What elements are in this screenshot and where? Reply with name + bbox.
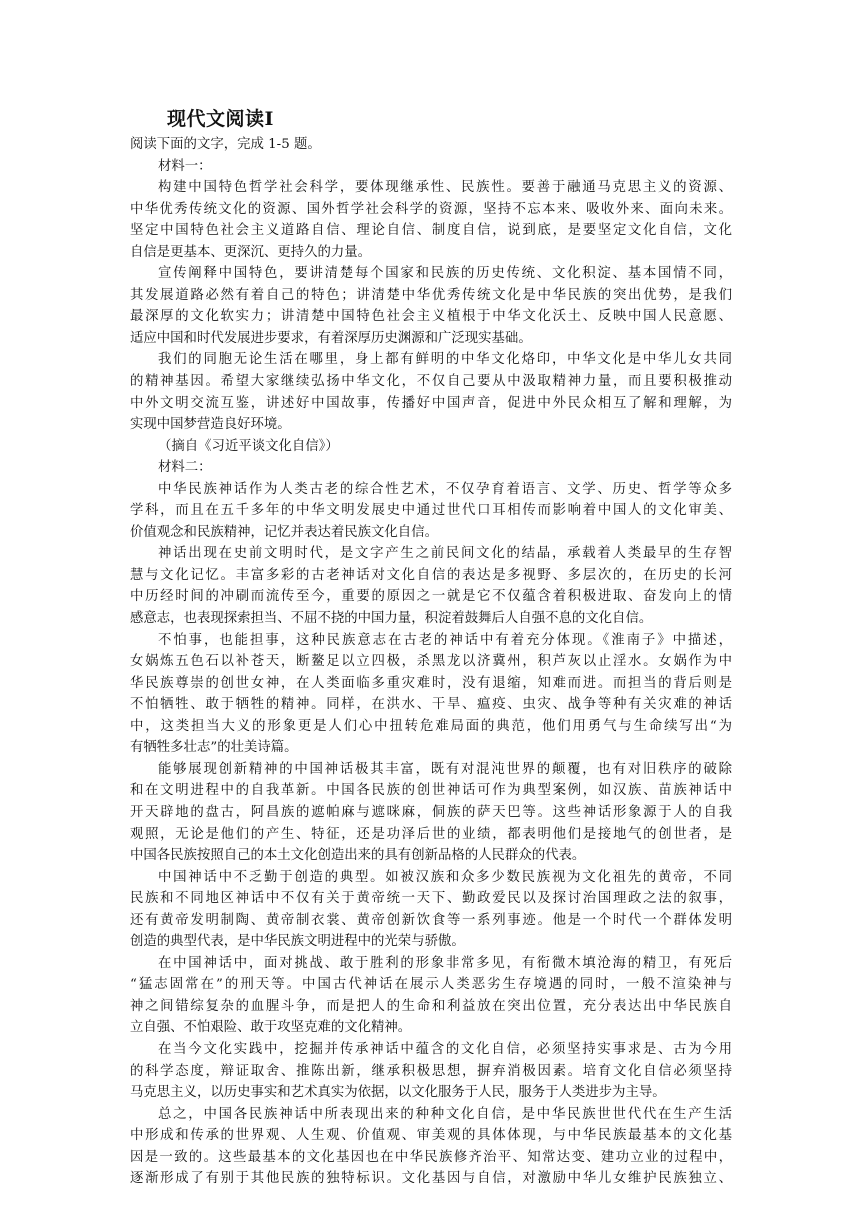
material-2-paragraph-line: 和在文明进程中的自我革新。中国各民族的创世神话可作为典型案例，如汉族、苗族神话中	[130, 783, 732, 799]
material-1-paragraph-line: 宣传阐释中国特色，要讲清楚每个国家和民族的历史传统、文化积淀、基本国情不同，	[158, 266, 732, 282]
material-2-paragraph-line: 能够展现创新精神的中国神话极其丰富，既有对混沌世界的颠覆，也有对旧秩序的破除	[158, 761, 732, 777]
material-1-paragraph-line: 构建中国特色哲学社会科学，要体现继承性、民族性。要善于融通马克思主义的资源、	[158, 180, 732, 196]
material-2-paragraph-line: 感意志，也表现探索担当、不屈不挠的中国力量，积淀着鼓舞后人自强不息的文化自信。	[130, 611, 653, 627]
material-2-paragraph-line: 不怕事，也能担事，这种民族意志在古老的神话中有着充分体现。《淮南子》中描述，	[158, 632, 732, 648]
material-2-paragraph-line: 还有黄帝发明制陶、黄帝制衣裳、黄帝创新饮食等一系列事迹。他是一个时代一个群体发明	[130, 912, 732, 928]
material-2-paragraph-line: 中历经时间的冲刷而流传至今，重要的原因之一就是它不仅蕴含着积极进取、奋发向上的情	[130, 589, 732, 605]
material-2-paragraph-line: 在中国神话中，面对挑战、敢于胜利的形象非常多见，有衔微木填沧海的精卫，有死后	[158, 955, 732, 971]
material-2-paragraph-line: 女娲炼五色石以补苍天，断鳌足以立四极，杀黑龙以济冀州，积芦灰以止淫水。女娲作为中	[130, 654, 732, 670]
material-1-paragraph-line: 坚定中国特色社会主义道路自信、理论自信、制度自信，说到底，是要坚定文化自信，文化	[130, 223, 732, 239]
material-1-paragraph-line: 的精神基因。希望大家继续弘扬中华文化，不仅自己要从中汲取精神力量，而且要积极推动	[130, 374, 732, 390]
page-title: 现代文阅读Ⅰ	[167, 108, 274, 130]
material-2-paragraph-line: 华民族尊崇的创世女神，在人类面临多重灾难时，没有退缩，知难而进。而担当的背后则是	[130, 675, 732, 691]
material-1-paragraph-line: 自信是更基本、更深沉、更持久的力量。	[130, 244, 372, 260]
material-2-paragraph-line: 中华民族神话作为人类古老的综合性艺术，不仅孕育着语言、文学、历史、哲学等众多	[158, 481, 732, 497]
material-2-paragraph-line: 马克思主义，以历史事实和艺术真实为依据，以文化服务于人民，服务于人类进步为主导。	[130, 1085, 666, 1101]
material-1-paragraph-line: 我们的同胞无论生活在哪里，身上都有鲜明的中华文化烙印，中华文化是中华儿女共同	[158, 352, 732, 368]
material-1-paragraph-line: 实现中国梦营造良好环境。	[130, 417, 291, 433]
material-2-paragraph-line: 逐渐形成了有别于其他民族的独特标识。文化基因与自信，对激励中华儿女维护民族独立、	[130, 1171, 732, 1187]
material-1-paragraph-line: 中华优秀传统文化的资源、国外哲学社会科学的资源，坚持不忘本来、吸收外来、面向未来。	[130, 201, 732, 217]
material-2-paragraph-line: 创造的典型代表，是中华民族文明进程中的光荣与骄傲。	[130, 934, 465, 950]
material-2-paragraph-line: 中国各民族按照自己的本土文化创造出来的具有创新品格的人民群众的代表。	[130, 848, 586, 864]
material-2-paragraph-line: 神话出现在史前文明时代，是文字产生之前民间文化的结晶，承载着人类最早的生存智	[158, 546, 732, 562]
material-2-paragraph-line: 中形成和传承的世界观、人生观、价值观、审美观的具体体现，与中华民族最基本的文化基	[130, 1128, 732, 1144]
material-2-paragraph-line: 总之，中国各民族神话中所表现出来的种种文化自信，是中华民族世世代代在生产生活	[158, 1106, 732, 1122]
material-2-heading: 材料二：	[158, 460, 212, 476]
material-2-paragraph-line: 因是一致的。这些最基本的文化基因也在中华民族修齐治平、知常达变、建功立业的过程中，	[130, 1149, 732, 1165]
document-page	[130, 104, 732, 1190]
source-citation: （摘自《习近平谈文化自信》）	[158, 438, 339, 454]
material-2-paragraph-line: 价值观念和民族精神，记忆并表达着民族文化自信。	[130, 524, 438, 540]
material-1-heading: 材料一：	[158, 158, 212, 174]
material-2-paragraph-line: 神之间错综复杂的血腥斗争，而是把人的生命和利益放在突出位置，充分表达出中华民族自	[130, 998, 732, 1014]
material-2-paragraph-line: 中，这类担当大义的形象更是人们心中扭转危难局面的典范，他们用勇气与生命续写出“为	[130, 718, 732, 734]
material-2-paragraph-line: 开天辟地的盘古，阿昌族的遮帕麻与遮咪麻，侗族的萨天巴等。这些神话形象源于人的自我	[130, 804, 732, 820]
material-2-paragraph-line: 有牺牲多壮志”的壮美诗篇。	[130, 740, 298, 756]
material-2-paragraph-line: 的科学态度，辩证取舍、推陈出新，继承积极思想，摒弃消极因素。培育文化自信必须坚持	[130, 1063, 732, 1079]
instruction-text: 阅读下面的文字，完成 1-5 题。	[130, 137, 321, 152]
material-2-paragraph-line: 观照，无论是他们的产生、特征，还是功泽后世的业绩，都表明他们是接地气的创世者，是	[130, 826, 732, 842]
material-2-paragraph-line: 在当今文化实践中，挖掘并传承神话中蕴含的文化自信，必须坚持实事求是、古为今用	[158, 1041, 732, 1057]
material-2-paragraph-line: “猛志固常在”的刑天等。中国古代神话在展示人类恶劣生存境遇的同时，一般不渲染神与	[130, 977, 732, 993]
material-2-paragraph-line: 不怕牺牲、敢于牺牲的精神。同样，在洪水、干旱、瘟疫、虫灾、战争等种有关灾难的神话	[130, 697, 732, 713]
material-2-paragraph-line: 中国神话中不乏勤于创造的典型。如被汉族和众多少数民族视为文化祖先的黄帝，不同	[158, 869, 732, 885]
material-2-paragraph-line: 民族和不同地区神话中不仅有关于黄帝统一天下、勤政爱民以及探讨治国理政之法的叙事，	[130, 891, 732, 907]
material-2-paragraph-line: 立自强、不怕艰险、敢于攻坚克难的文化精神。	[130, 1020, 412, 1036]
material-1-paragraph-line: 最深厚的文化软实力；讲清楚中国特色社会主义植根于中华文化沃土、反映中国人民意愿、	[130, 309, 732, 325]
material-2-paragraph-line: 慧与文化记忆。丰富多彩的古老神话对文化自信的表达是多视野、多层次的，在历史的长河	[130, 567, 732, 583]
material-1-paragraph-line: 中外文明交流互鉴，讲述好中国故事，传播好中国声音，促进中外民众相互了解和理解，为	[130, 395, 732, 411]
material-2-paragraph-line: 学科，而且在五千多年的中华文明发展史中通过世代口耳相传而影响着中国人的文化审美、	[130, 503, 732, 519]
material-1-paragraph-line: 适应中国和时代发展进步要求，有着深厚历史渊源和广泛现实基础。	[130, 330, 532, 346]
material-1-paragraph-line: 其发展道路必然有着自己的特色；讲清楚中华优秀传统文化是中华民族的突出优势，是我们	[130, 287, 732, 303]
